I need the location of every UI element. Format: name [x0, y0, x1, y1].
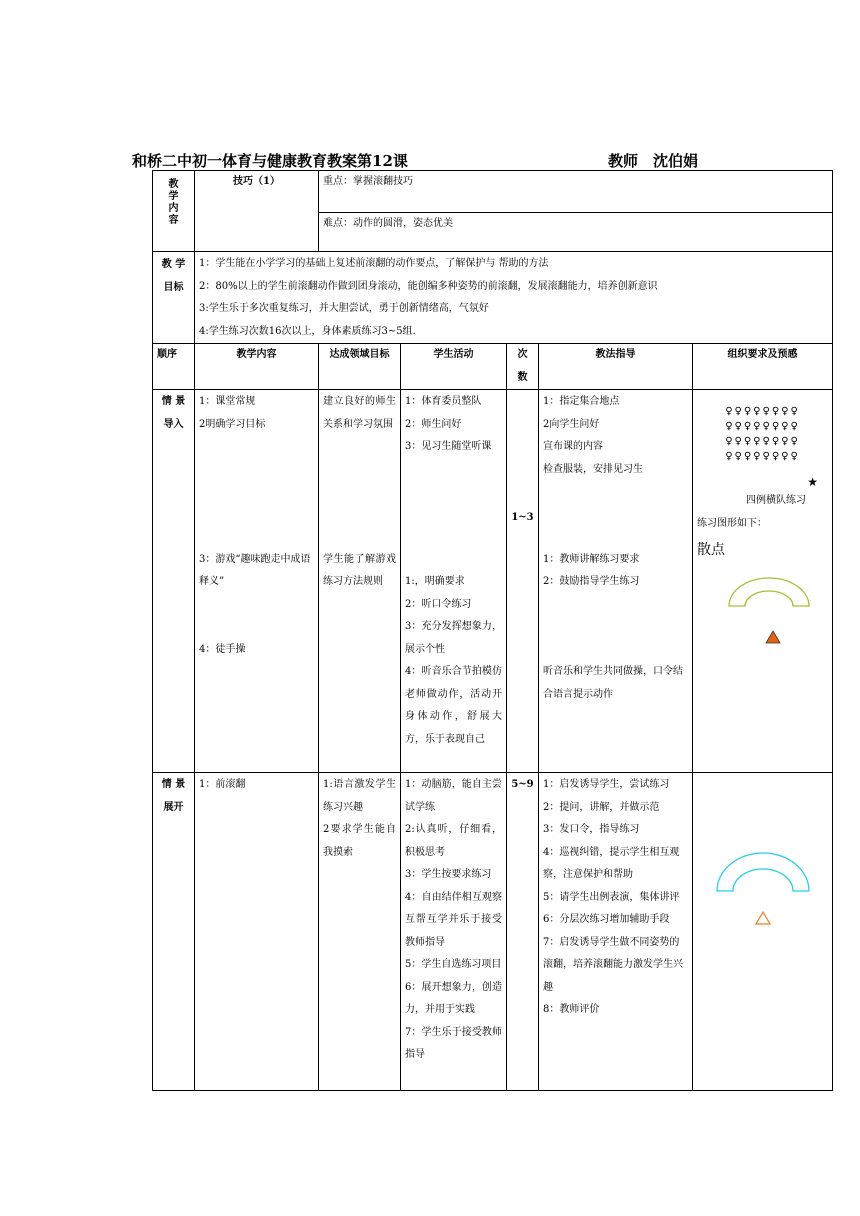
section1-count-text: 1~3 [511, 512, 534, 524]
section1-content [195, 390, 319, 773]
activity-item: 2：听口令练习 [405, 598, 472, 610]
difficulty: 难点：动作的圆滑，姿态优美 [319, 213, 833, 252]
content-item: 1：课堂常规 [199, 396, 256, 407]
arc-formation-shape [729, 578, 809, 606]
guidance-item: 检查服装，安排见习生 [543, 463, 643, 475]
formation-row: ♀♀♀♀♀♀♀♀ [725, 436, 800, 447]
section1-count [507, 390, 539, 773]
col-guidance: 教法指导 [539, 344, 693, 390]
guidance-item: 7：启发诱导学生做不同姿势的滚翻，培养滚翻能力激发学生兴趣 [543, 936, 683, 993]
teacher-triangle-icon [766, 631, 780, 643]
goal-item: 4:学生练习次数16次以上，身体素质练习3~5组. [199, 325, 416, 337]
formation-row: ♀♀♀♀♀♀♀♀ [725, 451, 800, 462]
section2-target [319, 773, 401, 1091]
guidance-item: 5：请学生出例表演，集体讲评 [543, 891, 680, 903]
section2-label [153, 773, 195, 1091]
practice-formation-diagram [697, 845, 829, 965]
activity-item: 1:，明确要求 [405, 576, 465, 587]
col-count-line2: 数 [517, 371, 528, 383]
section2-label-line1: 情 景 [161, 779, 186, 790]
activity-item: 3：见习生随堂听课 [405, 441, 492, 452]
target-item: 2要求学生能自我摸索 [323, 824, 396, 858]
content-item: 3：游戏“趣味跑走中成语释义” [199, 553, 311, 587]
arc-formation-shape [717, 853, 809, 891]
guidance-item: 1：指定集合地点 [543, 396, 620, 407]
activity-item: 2：师生问好 [405, 418, 462, 430]
guidance-item: 2向学生问好 [543, 418, 600, 430]
target-item: 学生能了解游戏练习方法规则 [323, 553, 396, 587]
col-content: 教学内容 [195, 344, 319, 390]
section2-organization [693, 773, 833, 1091]
student-formation [697, 404, 828, 464]
section1-activity [401, 390, 507, 773]
goals-label-line1: 教 学 [161, 259, 186, 270]
activity-item: 5：学生自选练习项目 [405, 959, 502, 970]
section2-guidance [539, 773, 693, 1091]
goals-list [195, 252, 833, 344]
guidance-item: 2：提问，讲解，并做示范 [543, 801, 660, 813]
teaching-content-label [153, 171, 195, 252]
key-point: 重点：掌握滚翻技巧 [319, 171, 833, 213]
formation-caption: 四例横队练习 [746, 495, 807, 506]
section1-target [319, 390, 401, 773]
guidance-item: 宣布课的内容 [543, 441, 603, 452]
guidance-item: 2：鼓励指导学生练习 [543, 576, 640, 587]
activity-item: 1：动脑筋，能自主尝试学练 [405, 779, 502, 813]
guidance-item: 1：启发诱导学生，尝试练习 [543, 779, 670, 790]
lesson-plan-table [152, 170, 833, 1091]
col-activity: 学生活动 [401, 344, 507, 390]
semicircle-formation-diagram [697, 568, 829, 648]
section2-content: 1：前滚翻 [195, 773, 319, 1091]
target-item: 建立良好的师生关系和学习氛围 [323, 396, 396, 430]
formation-diagram-caption: 练习图形如下： [697, 517, 767, 529]
goals-label-line2: 目标 [163, 281, 184, 293]
activity-item: 7：学生乐于接受教师指导 [405, 1026, 502, 1060]
goal-item: 3:学生乐于多次重复练习，并大胆尝试，勇于创新情绪高，气氛好 [199, 303, 489, 314]
formation-row: ♀♀♀♀♀♀♀♀ [725, 406, 800, 417]
guidance-item: 4：巡视纠错，提示学生相互观察，注意保护和帮助 [543, 846, 680, 880]
goals-label [153, 252, 195, 344]
section2-label-line2: 展开 [163, 801, 184, 813]
target-item: 1:语言激发学生练习兴趣 [323, 779, 396, 813]
guidance-item: 听音乐和学生共同做操，口令结合语言提示动作 [543, 666, 683, 700]
activity-item: 4：听音乐合节拍模仿老师做动作，活动开身体动作，舒展大方，乐于表现自己 [405, 666, 502, 745]
formation-row: ♀♀♀♀♀♀♀♀ [725, 421, 800, 432]
document-title: 和桥二中初一体育与健康教育教案第12课 [132, 152, 408, 170]
section2-activity [401, 773, 507, 1091]
section1-label-line2: 导入 [163, 418, 184, 430]
section1-guidance [539, 390, 693, 773]
activity-item: 1：体育委员整队 [405, 396, 482, 407]
col-organization: 组织要求及预感 [693, 344, 833, 390]
topic-cell: 技巧（1） [195, 171, 319, 252]
guidance-item: 6：分层次练习增加辅助手段 [543, 914, 670, 925]
activity-item: 3：学生按要求练习 [405, 869, 492, 880]
activity-item: 4：自由结伴相互观察互帮互学并乐于接受教师指导 [405, 891, 502, 948]
content-item: 4：徒手操 [199, 643, 246, 655]
teacher-star-icon: ★ [807, 475, 819, 489]
guidance-item: 3：发口令，指导练习 [543, 824, 640, 835]
activity-item: 6：展开想象力，创造力，并用于实践 [405, 981, 502, 1015]
goal-item: 2：80%以上的学生前滚翻动作做到团身滚动，能创编多种姿势的前滚翻，发展滚翻能力，培养创新意识 [199, 280, 658, 292]
section2-count: 5~9 [507, 773, 539, 1091]
col-target: 达成领域目标 [319, 344, 401, 390]
teaching-content-label-text: 教学内容 [168, 179, 179, 226]
guidance-item: 1：教师讲解练习要求 [543, 553, 640, 565]
section1-label [153, 390, 195, 773]
teacher-name: 教师 沈伯娟 [608, 152, 699, 170]
goal-item: 1：学生能在小学学习的基础上复述前滚翻的动作要点，了解保护与 帮助的方法 [199, 258, 549, 269]
section1-label-line1: 情 景 [161, 396, 186, 407]
col-order: 顺序 [153, 344, 195, 390]
activity-item: 3：充分发挥想象力，展示个性 [405, 621, 502, 655]
activity-item: 2:认真听，仔细看，积极思考 [405, 824, 502, 858]
col-count [507, 344, 539, 390]
col-count-line1: 次 [517, 349, 528, 360]
guidance-item: 8：教师评价 [543, 1004, 600, 1015]
scatter-label: 散点 [697, 542, 725, 558]
content-item: 2明确学习目标 [199, 418, 266, 430]
section1-organization [693, 390, 833, 773]
teacher-triangle-icon [756, 912, 770, 924]
